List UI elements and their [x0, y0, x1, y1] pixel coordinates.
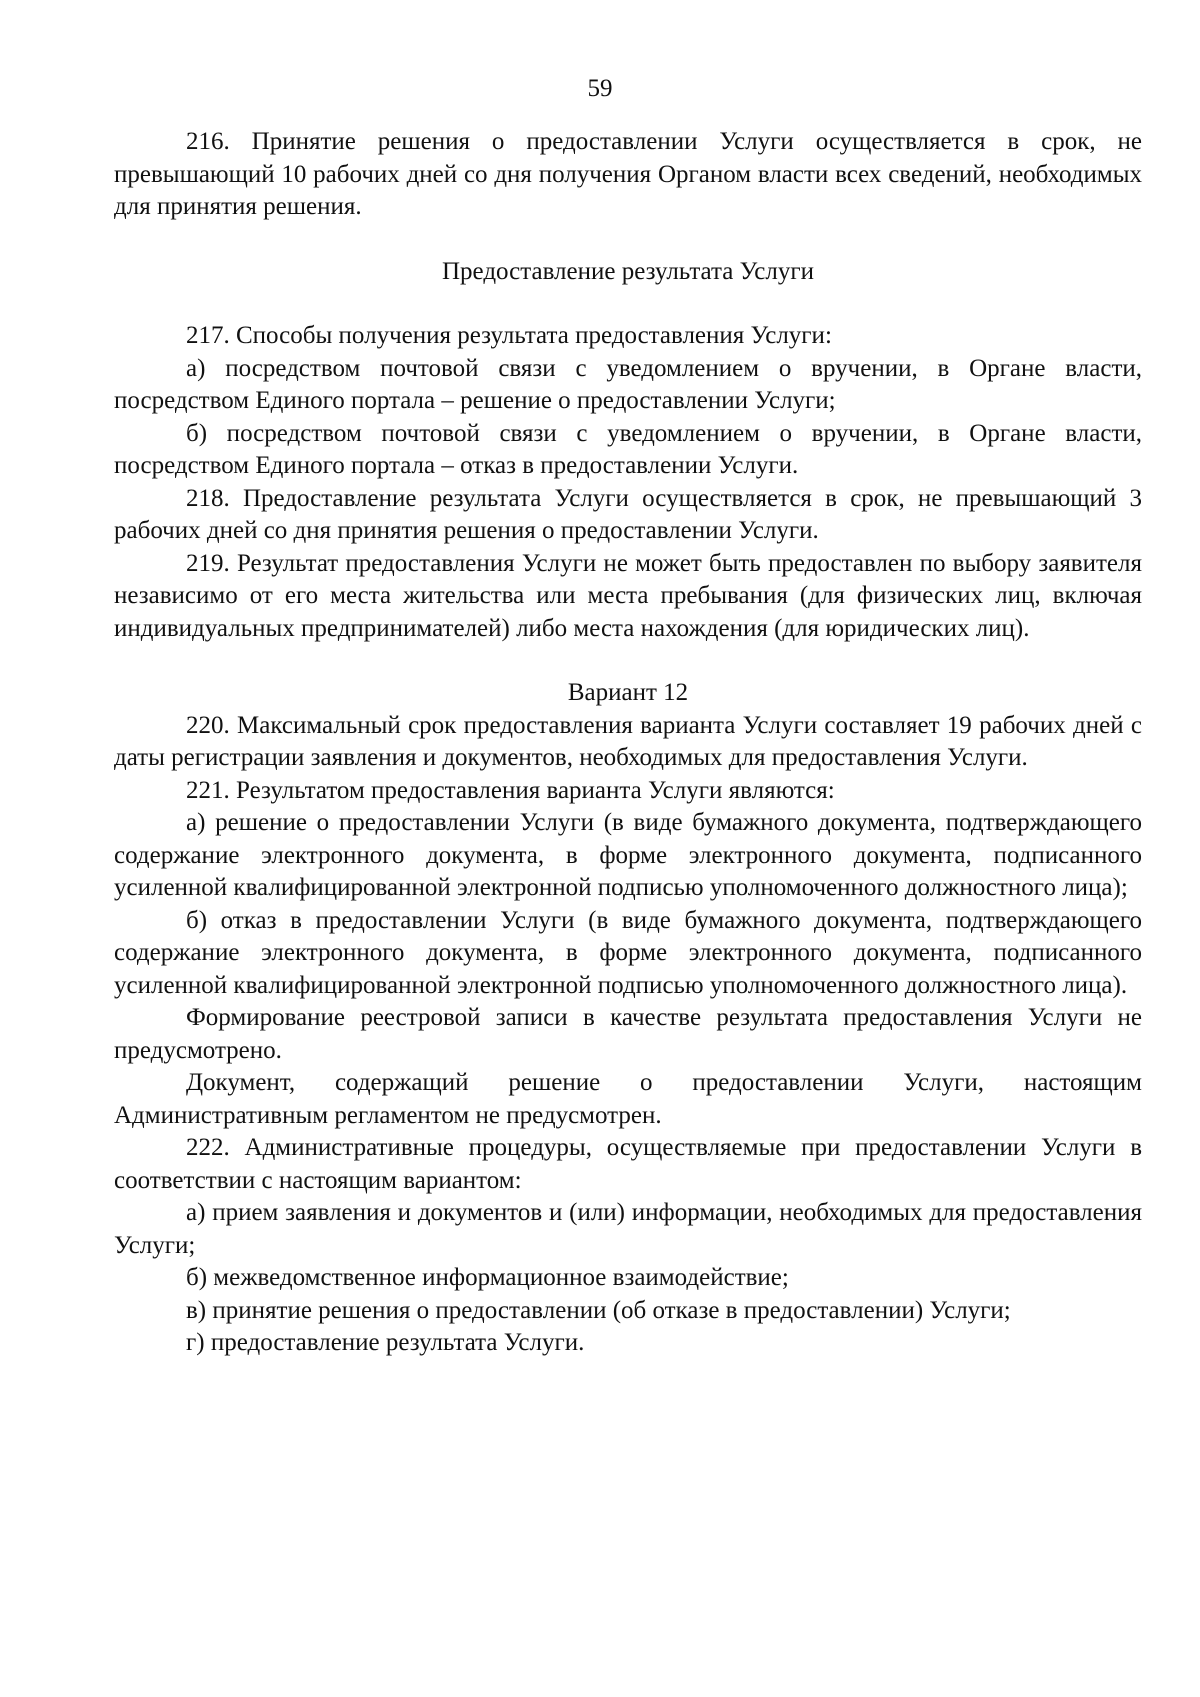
paragraph-216: 216. Принятие решения о предоставлении Услуги осуществляется в срок, не превышающий 10 рабочих дней со дня получения Органом власти всех сведений, необходимых для принятия решения. [114, 128, 1142, 220]
paragraph-219: 219. Результат предоставления Услуги не может быть предоставлен по выбору заявителя независимо от его места жительства или места пребывания (для физических лиц, включая индивидуальных предпринимателей) либо места нахождения (для юридических лиц). [114, 549, 1142, 642]
paragraph-220: 220. Максимальный срок предоставления варианта Услуги составляет 19 рабочих дней с даты регистрации заявления и документов, необходимых для предоставления Услуги. [114, 711, 1142, 771]
paragraph-218: 218. Предоставление результата Услуги осуществляется в срок, не превышающий 3 рабочих дней со дня принятия решения о предоставлении Услуги. [114, 484, 1142, 544]
paragraph-217-b: б) посредством почтовой связи с уведомлением о вручении, в Органе власти, посредством Единого портала – отказ в предоставлении Услуги. [114, 419, 1142, 479]
paragraph-222-v: в) принятие решения о предоставлении (об отказе в предоставлении) Услуги; [186, 1296, 1011, 1324]
section-heading-result: Предоставление результата Услуги [442, 257, 814, 285]
paragraph-221: 221. Результатом предоставления варианта Услуги являются: [186, 776, 835, 804]
paragraph-217-a: а) посредством почтовой связи с уведомлением о вручении, в Органе власти, посредством Единого портала – решение о предоставлении Услуги; [114, 354, 1142, 414]
paragraph-decision-document: Документ, содержащий решение о предоставлении Услуги, настоящим Административным регламентом не предусмотрен. [114, 1069, 1142, 1129]
paragraph-221-a: а) решение о предоставлении Услуги (в виде бумажного документа, подтверждающего содержание электронного документа, в форме электронного документа, подписанного усиленной квалифицированной электронной подписью уполномоченного должностного лица); [114, 809, 1142, 901]
paragraph-222: 222. Административные процедуры, осуществляемые при предоставлении Услуги в соответствии с настоящим вариантом: [114, 1134, 1142, 1194]
paragraph-222-a: а) прием заявления и документов и (или) информации, необходимых для предоставления Услуги; [114, 1199, 1142, 1259]
paragraph-221-b: б) отказ в предоставлении Услуги (в виде бумажного документа, подтверждающего содержание электронного документа, в форме электронного документа, подписанного усиленной квалифицированной электронной подписью уполномоченного должностного лица). [114, 906, 1142, 999]
paragraph-222-b: б) межведомственное информационное взаимодействие; [186, 1264, 789, 1291]
paragraph-222-g: г) предоставление результата Услуги. [186, 1329, 585, 1356]
paragraph-217: 217. Способы получения результата предоставления Услуги: [186, 322, 832, 349]
page-number: 59 [587, 75, 613, 102]
document-body [114, 126, 1142, 1360]
section-heading-variant-12: Вариант 12 [567, 679, 689, 706]
paragraph-registry-record: Формирование реестровой записи в качестве результата предоставления Услуги не предусмотрено. [114, 1004, 1142, 1064]
